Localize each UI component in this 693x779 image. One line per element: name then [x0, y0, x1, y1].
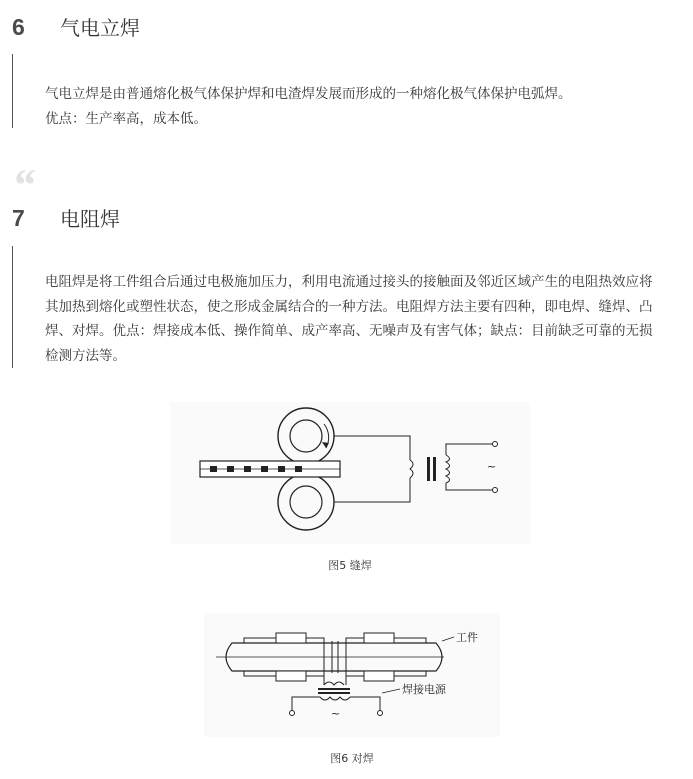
workpiece-label: 工件 [456, 631, 478, 644]
section-number: 6 [12, 14, 25, 40]
section-number: 7 [12, 205, 25, 231]
ac-symbol: ~ [331, 707, 341, 720]
paragraph: 电阻焊是将工件组合后通过电极施加压力，利用电流通过接头的接触面及邻近区域产生的电阻热效应将其加热到熔化或塑性状态，使之形成金属结合的一种方法。电阻焊方法主要有四种，即电焊、缝焊、凸焊、对焊。优点：焊接成本低、操作简单、成产率高、无噪声及有害气体；缺点：目前缺乏可靠的无损检测方法等。 [45, 274, 653, 364]
ac-symbol: ~ [487, 460, 497, 473]
paragraph: 气电立焊是由普通熔化极气体保护焊和电渣焊发展而形成的一种熔化极气体保护电弧焊。 [45, 86, 572, 102]
butt-welding-diagram [204, 613, 500, 737]
figure-seam-welding [170, 402, 530, 582]
section-7-heading [12, 203, 120, 232]
figure-caption: 图5 缝焊 [328, 559, 372, 572]
section-6-quote [12, 54, 667, 128]
section-title: 气电立焊 [60, 16, 140, 40]
power-source-label: 焊接电源 [402, 683, 446, 696]
quote-mark-icon: “ [12, 159, 35, 210]
figure-butt-welding [204, 613, 500, 773]
figure-caption: 图6 对焊 [330, 752, 374, 765]
paragraph: 优点：生产率高，成本低。 [45, 110, 207, 127]
section-7-quote [12, 246, 659, 368]
seam-welding-diagram [170, 402, 530, 544]
section-6-heading [12, 12, 140, 41]
section-title: 电阻焊 [60, 207, 120, 231]
